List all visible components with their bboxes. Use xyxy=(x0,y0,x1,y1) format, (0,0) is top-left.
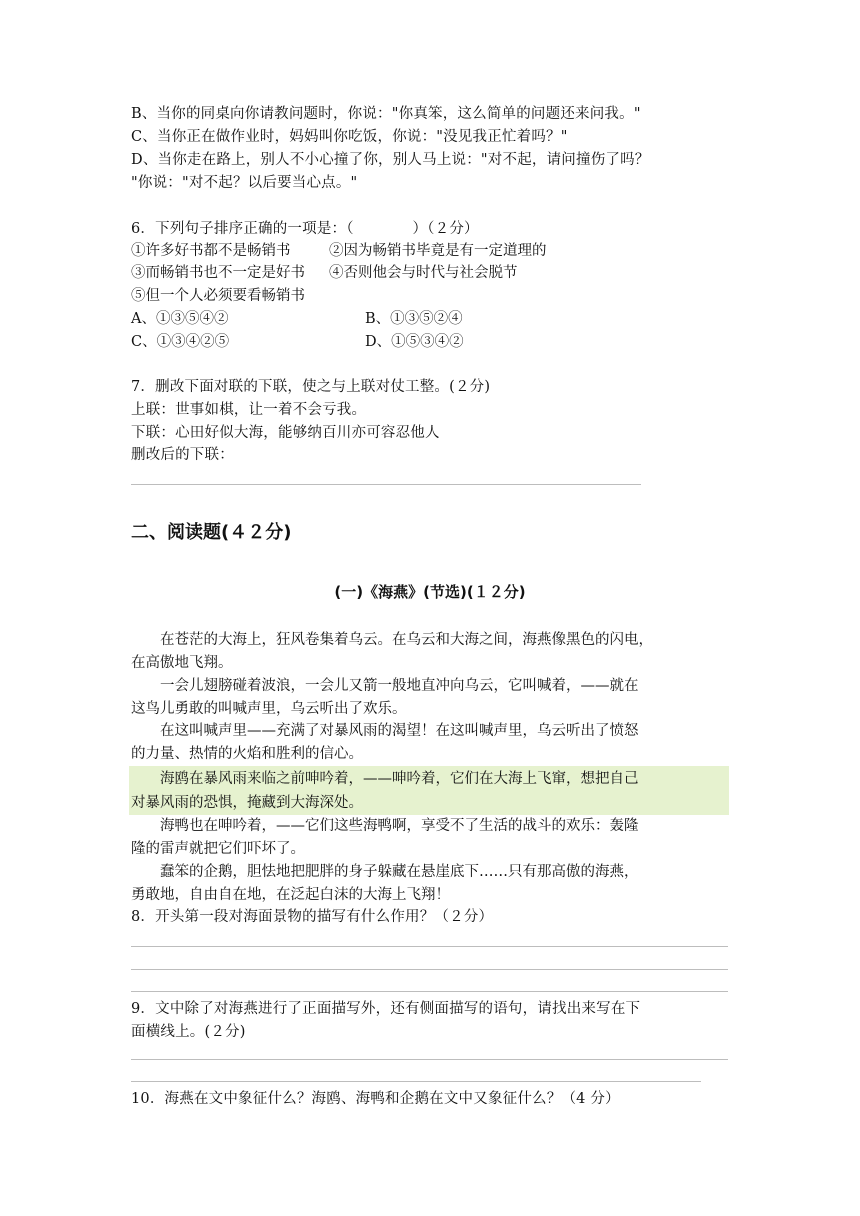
paragraph-1-line-1: 在苍茫的大海上，狂风卷集着乌云。在乌云和大海之间，海燕像黑色的闪电， xyxy=(160,632,653,648)
q6-option-c: C、①③④②⑤ xyxy=(131,334,230,350)
q6-option-a: A、①③⑤④② xyxy=(131,311,229,327)
q8-answer-line-3 xyxy=(131,991,728,992)
paragraph-1-line-2: 在高傲地飞翔。 xyxy=(131,655,233,671)
passage-paragraph-4 xyxy=(131,767,729,815)
q9-title-line-1: 9．文中除了对海燕进行了正面描写外，还有侧面描写的语句，请找出来写在下 xyxy=(131,1001,641,1017)
q6-sentence-1: ①许多好书都不是畅销书 xyxy=(131,243,291,259)
paragraph-5-line-1: 海鸭也在呻吟着，——它们这些海鸭啊，享受不了生活的战斗的欢乐：轰隆 xyxy=(160,818,639,834)
q5-option-d-line1: D、当你走在路上，别人不小心撞了你，别人马上说："对不起，请问撞伤了吗？ xyxy=(131,152,650,168)
passage-paragraph-5 xyxy=(131,815,729,861)
paragraph-5-line-2: 隆的雷声就把它们吓坏了。 xyxy=(131,841,305,857)
paragraph-4-line-1: 海鸥在暴风雨来临之前呻吟着，——呻吟着，它们在大海上飞窜，想把自己 xyxy=(160,771,639,787)
q9-answer-line-1 xyxy=(131,1059,728,1060)
q6-sentence-5: ⑤但一个人必须要看畅销书 xyxy=(131,288,305,304)
q7-answer-line xyxy=(131,484,641,485)
paragraph-3-line-1: 在这叫喊声里——充满了对暴风雨的渴望！在这叫喊声里，乌云听出了愤怒 xyxy=(160,723,639,739)
q7-upper-couplet: 上联：世事如棋，让一着不会亏我。 xyxy=(131,402,367,418)
q7-title: 7．删改下面对联的下联，使之与上联对仗工整。(２分) xyxy=(131,379,491,395)
paragraph-4-line-2: 对暴风雨的恐惧，掩藏到大海深处。 xyxy=(131,795,363,811)
q5-option-d-line2: "你说："对不起？以后要当心点。" xyxy=(131,175,358,191)
paragraph-6-line-1: 蠢笨的企鹅，胆怯地把肥胖的身子躲藏在悬崖底下……只有那高傲的海燕， xyxy=(160,864,639,880)
passage-heading: (一)《海燕》(节选)(１２分) xyxy=(334,583,526,601)
q8-answer-line-1 xyxy=(131,946,728,947)
section-heading: 二、阅读题(４２分) xyxy=(131,522,292,543)
q5-option-c: C、当你正在做作业时，妈妈叫你吃饭，你说："没见我正忙着吗？" xyxy=(131,129,568,145)
q9-answer-line-2 xyxy=(131,1081,701,1082)
q7-answer-label: 删改后的下联： xyxy=(131,447,234,463)
q6-sentence-2: ②因为畅销书毕竟是有一定道理的 xyxy=(329,243,547,259)
paragraph-3-line-2: 的力量、热情的火焰和胜利的信心。 xyxy=(131,746,363,762)
q7-lower-couplet: 下联：心田好似大海，能够纳百川亦可容忍他人 xyxy=(131,425,440,441)
q6-option-b: B、①③⑤②④ xyxy=(365,311,463,327)
q10-title: 10．海燕在文中象征什么？海鸥、海鸭和企鹅在文中又象征什么？（4 分） xyxy=(131,1091,620,1107)
q5-option-b: B、当你的同桌向你请教问题时，你说："你真笨，这么简单的问题还来问我。" xyxy=(131,106,641,122)
paragraph-6-line-2: 勇敢地，自由自在地，在泛起白沫的大海上飞翔！ xyxy=(131,887,450,903)
passage-paragraph-2 xyxy=(131,675,729,721)
q8-answer-line-2 xyxy=(131,969,728,970)
q8-title: 8．开头第一段对海面景物的描写有什么作用？（２分） xyxy=(131,909,494,925)
q6-option-d: D、①⑤③④② xyxy=(365,334,464,350)
q6-title: 6．下列句子排序正确的一项是：（ ）（２分） xyxy=(131,221,479,237)
paragraph-2-line-1: 一会儿翅膀碰着波浪，一会儿又箭一般地直冲向乌云，它叫喊着，——就在 xyxy=(160,678,639,694)
passage-paragraph-3 xyxy=(131,720,729,766)
passage-paragraph-6 xyxy=(131,861,729,907)
passage-paragraph-1 xyxy=(131,629,729,675)
q9-title-line-2: 面横线上。(２分) xyxy=(131,1024,246,1040)
q6-sentence-4: ④否则他会与时代与社会脱节 xyxy=(329,265,518,281)
paragraph-2-line-2: 这鸟儿勇敢的叫喊声里，乌云听出了欢乐。 xyxy=(131,701,407,717)
q6-sentence-3: ③而畅销书也不一定是好书 xyxy=(131,265,305,281)
